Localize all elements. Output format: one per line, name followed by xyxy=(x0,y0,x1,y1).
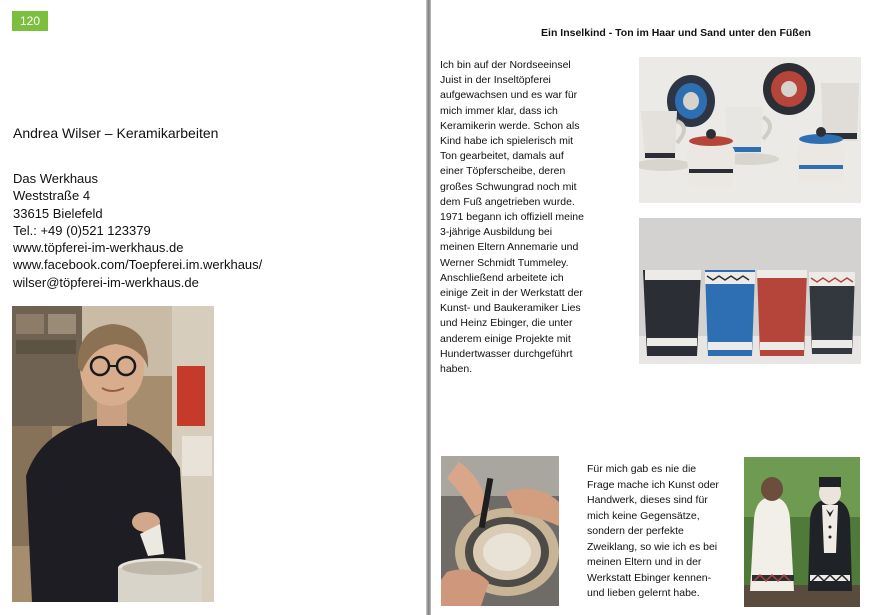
chapter-title: Ein Inselkind - Ton im Haar und Sand unter den Füßen xyxy=(541,27,811,39)
paragraph-line: 1971 begann ich offiziell meine xyxy=(440,211,584,224)
beakers-photo xyxy=(639,218,861,364)
paragraph-line: Zweiklang, so wie ich es bei xyxy=(587,540,718,553)
beakers-illustration xyxy=(639,218,861,364)
ceramic-figures-illustration xyxy=(744,457,860,607)
contact-line-facebook: www.facebook.com/Toepferei.im.werkhaus/ xyxy=(13,257,263,273)
paragraph-line: Werner Schmidt Tummeley. xyxy=(440,256,569,269)
paragraph-line: Werkstatt Ebinger kennen- xyxy=(587,571,712,584)
tableware-illustration xyxy=(639,57,861,203)
philosophy-paragraph xyxy=(587,462,739,602)
paragraph-line: haben. xyxy=(440,363,473,376)
paragraph-line: Handwerk, dieses sind für xyxy=(587,494,708,506)
contact-line-street: Weststraße 4 xyxy=(13,188,91,204)
artist-name-heading: Andrea Wilser – Keramikarbeiten xyxy=(13,125,219,141)
left-page xyxy=(0,0,426,615)
decorating-hands-photo xyxy=(441,456,559,606)
paragraph-line: 3-jährige Ausbildung bei xyxy=(440,226,553,239)
paragraph-line: Hundertwasser durchgeführt xyxy=(440,347,573,360)
paragraph-line: Ich bin auf der Nordseeinsel xyxy=(440,59,571,71)
paragraph-line: mich keine Gegensätze, xyxy=(587,509,700,522)
paragraph-line: Juist in der Inseltöpferei xyxy=(440,74,551,87)
paragraph-line: meinen Eltern und in der xyxy=(587,556,702,568)
contact-line-city: 33615 Bielefeld xyxy=(13,205,103,221)
artist-portrait-illustration xyxy=(12,306,214,602)
paragraph-line: Ton gearbeitet, damals auf xyxy=(440,150,564,163)
paragraph-line: anderem einige Projekte mit xyxy=(440,332,571,345)
contact-line-email: wilser@töpferei-im-werkhaus.de xyxy=(13,274,199,290)
page-number-badge: 120 xyxy=(12,11,48,31)
paragraph-line: großes Schwungrad noch mit xyxy=(440,180,577,193)
paragraph-line: Kunst- und Baukeramiker Lies xyxy=(440,302,581,315)
paragraph-line: und Heinz Ebinger, die unter xyxy=(440,317,573,330)
paragraph-line: und lieben gelernt habe. xyxy=(587,587,700,599)
tableware-photo xyxy=(639,57,861,203)
paragraph-line: mich immer klar, dass ich xyxy=(440,104,558,117)
paragraph-line: sondern der perfekte xyxy=(587,525,684,537)
paragraph-line: Für mich gab es nie die xyxy=(587,463,697,475)
paragraph-line: meinen Eltern Annemarie und xyxy=(440,241,579,254)
paragraph-line: Keramikerin werde. Schon als xyxy=(440,119,580,132)
paragraph-line: dem Fuß angetrieben wurde. xyxy=(440,195,575,208)
paragraph-line: einige Zeit in der Werkstatt der xyxy=(440,287,583,300)
contact-block xyxy=(13,170,262,291)
paragraph-line: aufgewachsen und es war für xyxy=(440,89,578,102)
paragraph-line: Kind habe ich spielerisch mit xyxy=(440,135,574,148)
contact-line-venue: Das Werkhaus xyxy=(13,171,99,186)
artist-portrait-photo xyxy=(12,306,214,602)
contact-line-phone: Tel.: +49 (0)521 123379 xyxy=(13,222,151,238)
contact-line-website: www.töpferei-im-werkhaus.de xyxy=(13,240,184,256)
decorating-hands-illustration xyxy=(441,456,559,606)
paragraph-line: Anschließend arbeitete ich xyxy=(440,271,564,284)
biography-paragraph xyxy=(440,58,590,377)
paragraph-line: Frage mache ich Kunst oder xyxy=(587,478,719,491)
ceramic-figures-photo xyxy=(744,457,860,607)
paragraph-line: einer Töpferscheibe, deren xyxy=(440,165,566,178)
right-page xyxy=(431,0,870,615)
